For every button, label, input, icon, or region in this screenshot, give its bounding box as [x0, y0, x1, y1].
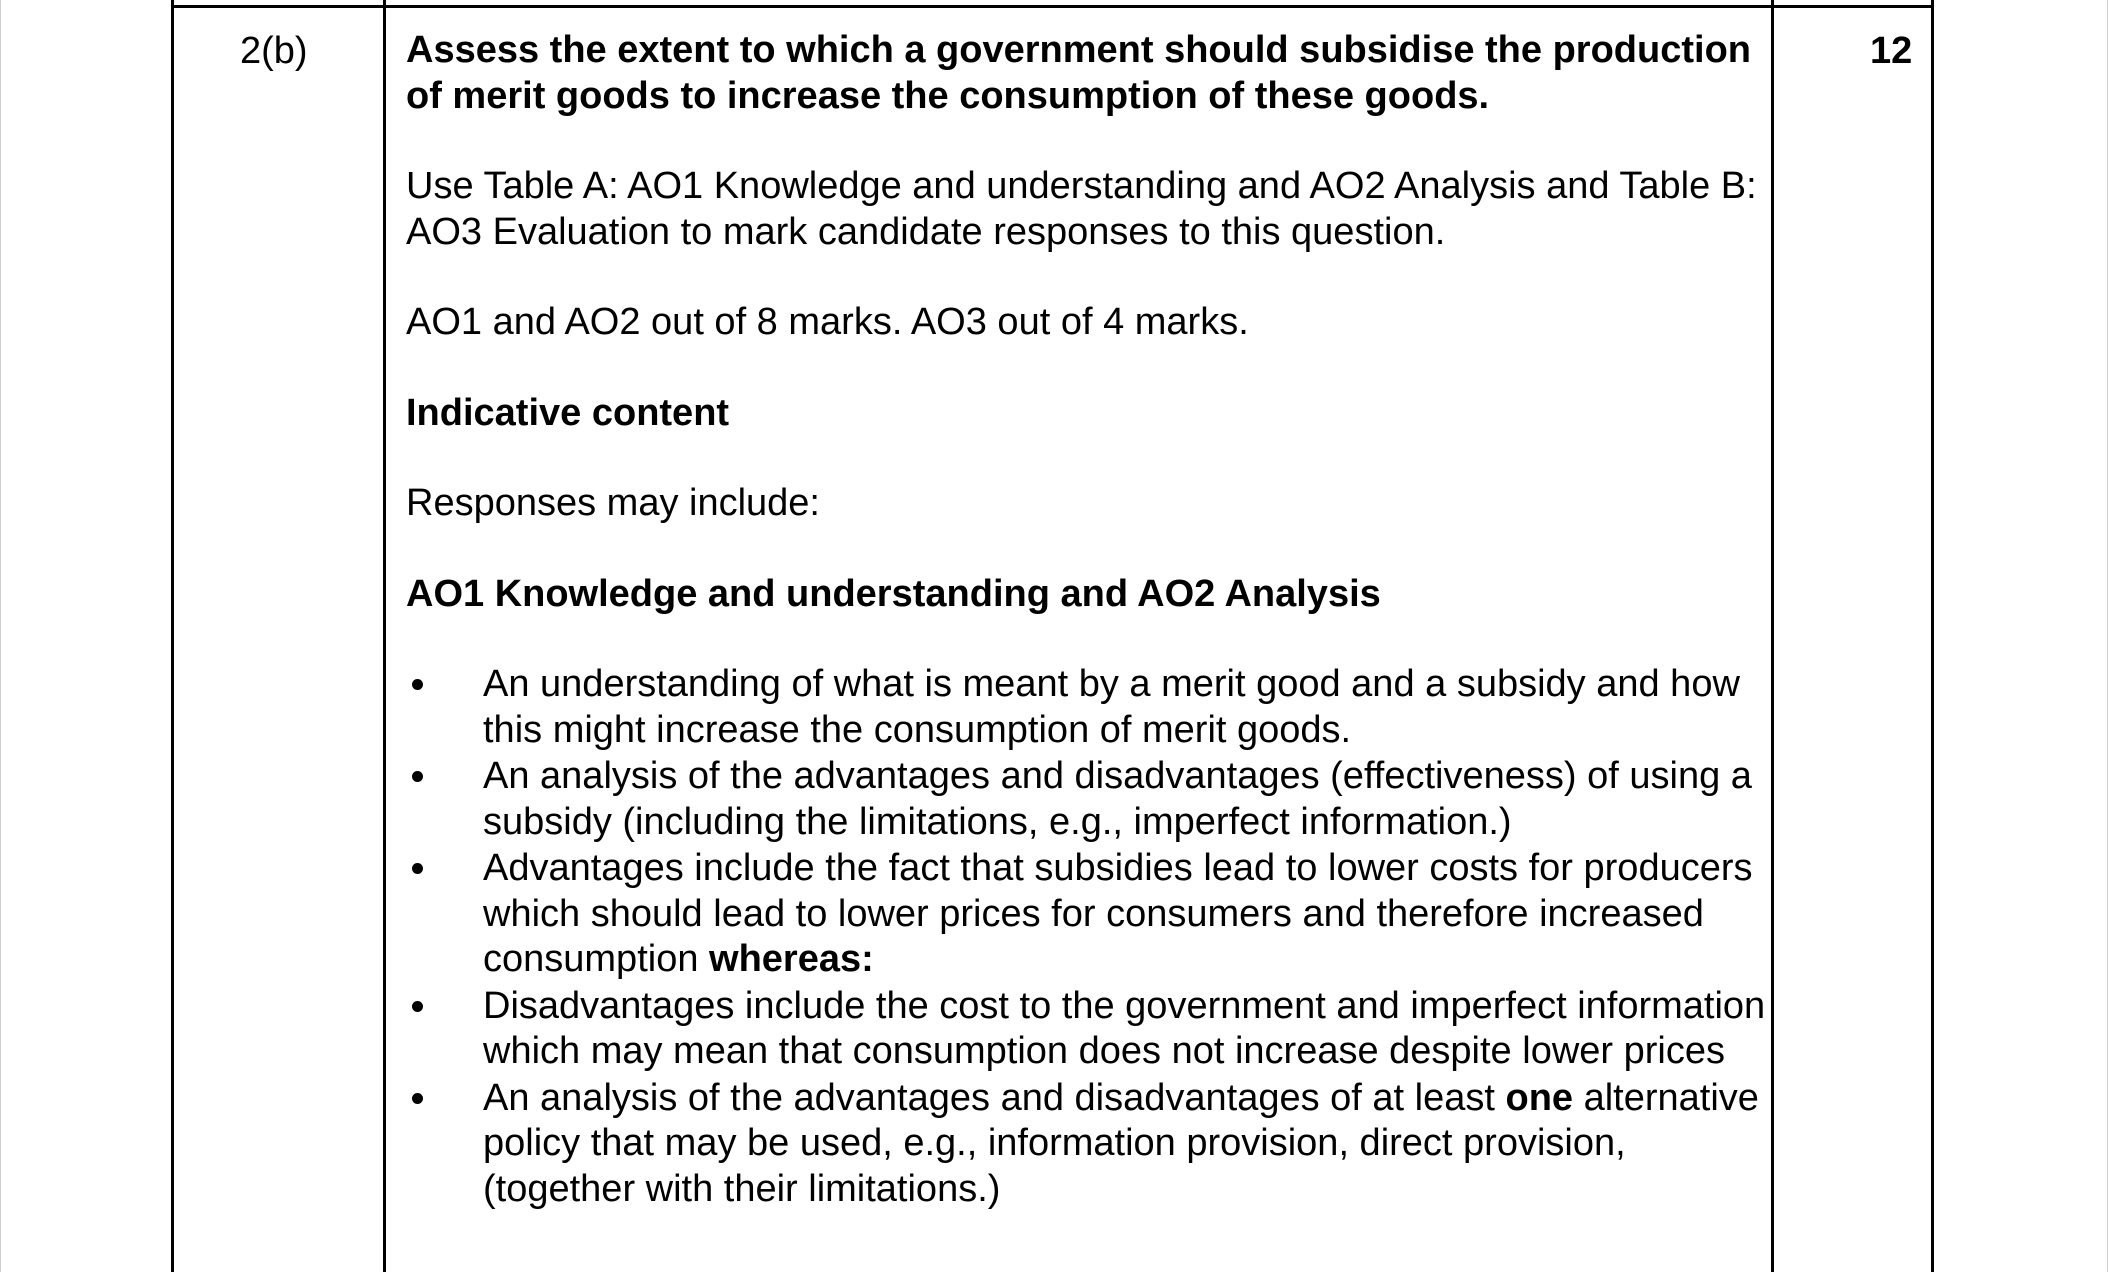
bullet-icon — [412, 679, 423, 690]
bullet-text: An analysis of the advantages and disadvantages of at least — [483, 1076, 1506, 1119]
indicative-bullet-list — [406, 662, 1766, 1212]
bullet-bold-text: whereas: — [709, 938, 874, 980]
list-item — [406, 984, 1766, 1075]
marks-breakdown: AO1 and AO2 out of 8 marks. AO3 out of 4 marks. — [406, 301, 1249, 343]
table-top-border — [171, 5, 1934, 8]
bullet-text-continued: alternative policy that may be used, e.g., information provision, direct provision, (together with their limitations.) — [483, 1076, 1759, 1210]
indicative-content-heading: Indicative content — [406, 391, 730, 434]
ao1-ao2-heading: AO1 Knowledge and understanding and AO2 Analysis — [406, 572, 1381, 615]
bullet-icon — [412, 771, 423, 782]
bullet-icon — [412, 1093, 423, 1104]
question-number: 2(b) — [240, 30, 308, 72]
column-divider-marks — [1771, 0, 1774, 1272]
answer-guidance — [406, 28, 1766, 1213]
responses-intro: Responses may include: — [406, 482, 820, 524]
column-divider-question — [383, 0, 386, 1272]
bullet-text: An understanding of what is meant by a merit good and a subsidy and how this might increase the consumption of merit goods. — [483, 663, 1740, 751]
bullet-icon — [412, 1001, 423, 1012]
bullet-text: An analysis of the advantages and disadvantages (effectiveness) of using a subsidy (including the limitations, e.g., imperfect information.) — [483, 755, 1752, 843]
list-item — [406, 754, 1766, 845]
table-border-right — [1931, 0, 1934, 1272]
bullet-text: Advantages include the fact that subsidies lead to lower costs for producers which should lead to lower prices for consumers and therefore increased consumption — [483, 847, 1753, 980]
list-item — [406, 1076, 1766, 1213]
bullet-bold-text: one — [1505, 1076, 1574, 1119]
marking-instructions: Use Table A: AO1 Knowledge and understanding and AO2 Analysis and Table B: AO3 Evaluation to mark candidate responses to this question. — [406, 165, 1757, 253]
bullet-icon — [412, 863, 423, 874]
list-item — [406, 662, 1766, 753]
page-edge-left — [0, 0, 1, 1272]
question-text: Assess the extent to which a government should subsidise the production of merit goods to increase the consumption of these goods. — [406, 29, 1751, 117]
marks-total: 12 — [1870, 30, 1913, 72]
table-border-left — [171, 0, 174, 1272]
bullet-text: Disadvantages include the cost to the government and imperfect information which may mean that consumption does not increase despite lower prices — [483, 984, 1766, 1072]
list-item — [406, 846, 1766, 983]
